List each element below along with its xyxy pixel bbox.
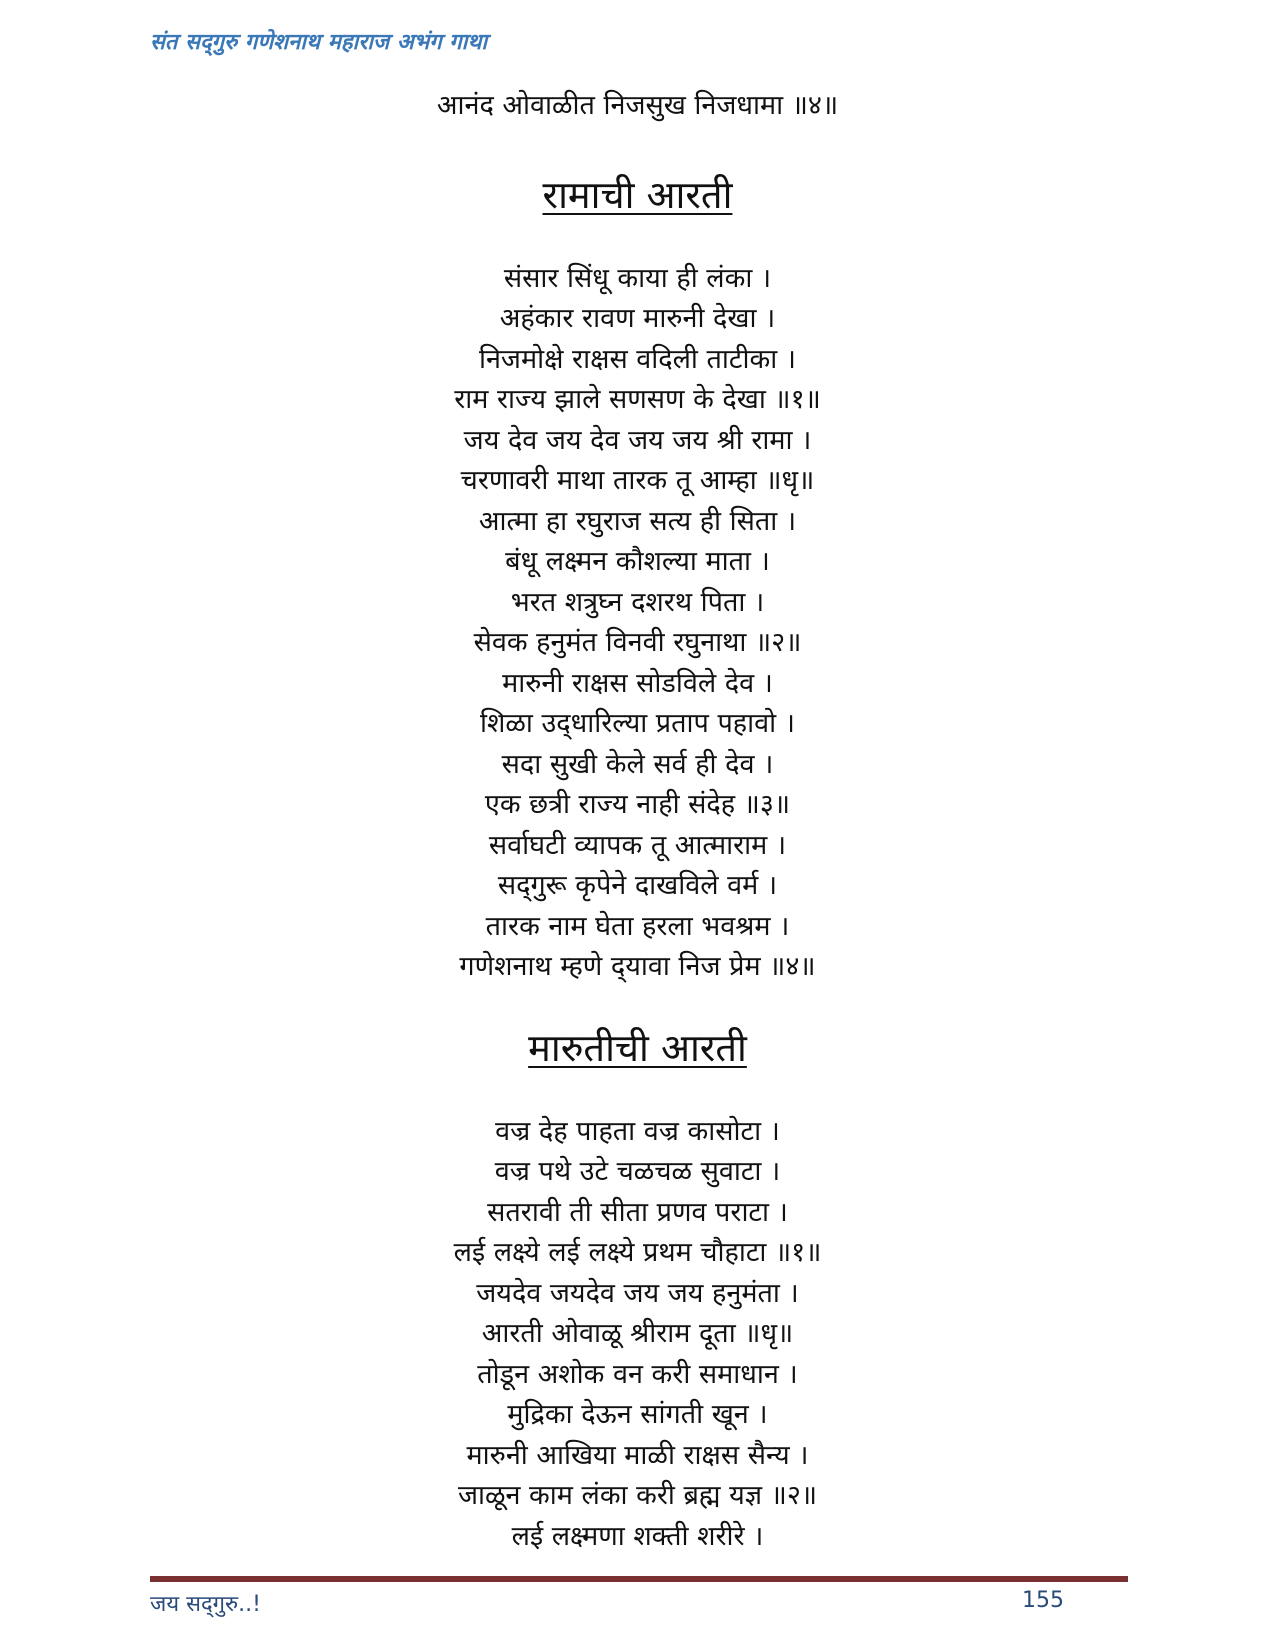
verse-line: जयदेव जयदेव जय जय हनुमंता । — [476, 1277, 799, 1309]
verse-line: वज्र देह पाहता वज्र कासोटा । — [495, 1115, 780, 1147]
verse-line: निजमोक्षे राक्षस वदिली ताटीका । — [478, 343, 797, 375]
page-content — [0, 86, 1275, 1557]
verse-line: सदा सुखी केले सर्व ही देव । — [501, 748, 774, 780]
verse-line: तारक नाम घेता हरला भवश्रम । — [485, 910, 790, 942]
section-rama-aarti — [0, 171, 1275, 988]
footer-left-text: जय सद्‌गुरु..! — [150, 1592, 261, 1617]
verse-line: जय देव जय देव जय जय श्री रामा । — [463, 424, 812, 456]
verse-line: लई लक्ष्मणा शक्ती शरीरे । — [511, 1520, 764, 1552]
verse-line: जाळून काम लंका करी ब्रह्म यज्ञ ॥२॥ — [457, 1480, 818, 1511]
verse-line: तोडून अशोक वन करी समाधान । — [477, 1358, 798, 1390]
verse-line: लई लक्ष्ये लई लक्ष्ये प्रथम चौहाटा ॥१॥ — [453, 1237, 822, 1268]
verse-line: सर्वाघटी व्यापक तू आत्माराम । — [488, 829, 787, 861]
verse-line: मारुनी आखिया माळी राक्षस सैन्य । — [466, 1439, 809, 1471]
section-title: मारुतीची आरती — [528, 1025, 747, 1070]
section-title: रामाची आरती — [542, 172, 733, 217]
verse-line: मुद्रिका देऊन सांगती खून । — [507, 1399, 768, 1430]
verse-lines — [0, 259, 1275, 988]
section-maruti-aarti — [0, 1024, 1275, 1558]
verse-line: संसार सिंधू काया ही लंका । — [503, 262, 772, 294]
intro-line: आनंद ओवाळीत निजसुख निजधामा ॥४॥ — [436, 90, 839, 121]
verse-line: सतरावी ती सीता प्रणव पराटा । — [487, 1196, 788, 1228]
verse-line: वज्र पथे उटे चळचळ सुवाटा । — [494, 1156, 781, 1187]
verse-line: शिळा उद्‌धारिल्या प्रताप पहावो । — [480, 708, 795, 739]
running-header: संत सद्‌गुरु गणेशनाथ महाराज अभंग गाथा — [150, 30, 488, 55]
verse-line: बंधू लक्ष्मन कौशल्या माता । — [505, 546, 770, 577]
verse-line: चरणावरी माथा तारक तू आम्हा ॥धृ॥ — [460, 465, 815, 496]
page-number: 155 — [1022, 1588, 1064, 1613]
verse-line: आत्मा हा रघुराज सत्य ही सिता । — [478, 505, 797, 537]
verse-lines — [0, 1112, 1275, 1558]
footer-rule — [150, 1576, 1128, 1582]
verse-line: मारुनी राक्षस सोडविले देव । — [502, 667, 773, 699]
verse-line: आरती ओवाळू श्रीराम दूता ॥धृ॥ — [481, 1318, 794, 1349]
verse-line: सेवक हनुमंत विनवी रघुनाथा ॥२॥ — [473, 627, 802, 658]
verse-line: सद्‌गुरू कृपेने दाखविले वर्म । — [497, 870, 778, 901]
verse-line: भरत शत्रुघ्न दशरथ पिता । — [510, 586, 765, 618]
verse-line: राम राज्य झाले सणसण के देखा ॥१॥ — [454, 384, 821, 415]
verse-line: अहंकार रावण मारुनी देखा । — [499, 303, 776, 334]
verse-line: गणेशनाथ म्हणे द्‌यावा निज प्रेम ॥४॥ — [459, 951, 816, 982]
verse-line: एक छत्री राज्य नाही संदेह ॥३॥ — [484, 789, 791, 820]
